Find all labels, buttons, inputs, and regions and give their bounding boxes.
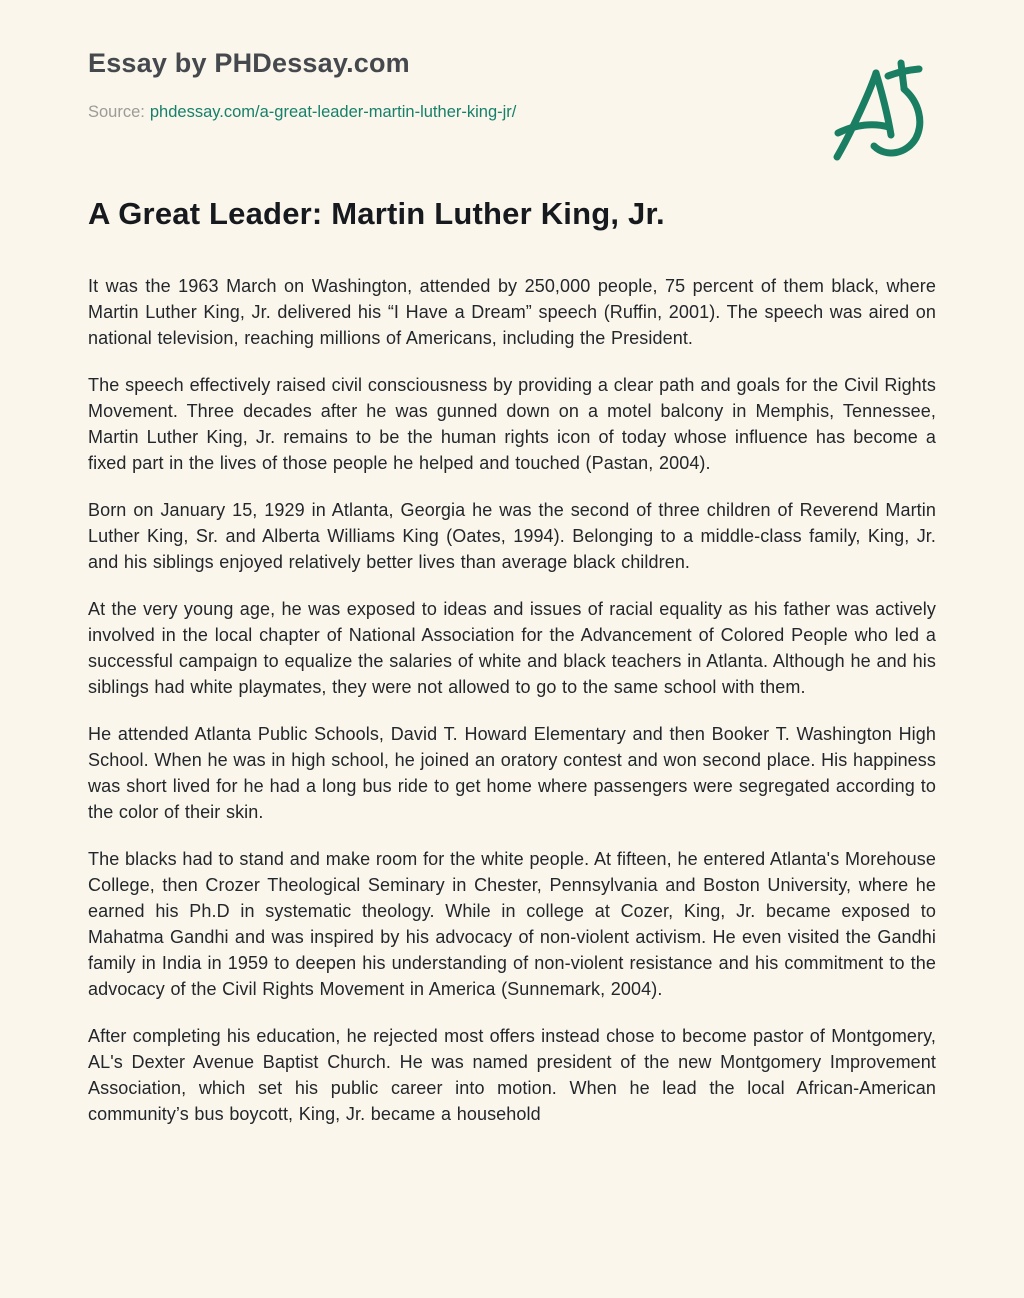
essay-title: A Great Leader: Martin Luther King, Jr. — [88, 196, 665, 231]
essay-paragraph-4: At the very young age, he was exposed to ideas and issues of racial equality as his father was actively involved in the local chapter of National Association for the Advancement of Colored People who led a successful campaign to equalize the salaries of white and black teachers in Atlanta. Although he and his siblings had white playmates, they were not allowed to go to the same school with them. — [88, 599, 936, 697]
essay-paragraph-6: The blacks had to stand and make room for the white people. At fifteen, he entered Atlanta's Morehouse College, then Crozer Theological Seminary in Chester, Pennsylvania and Boston University, where he earned his Ph.D in systematic theology. While in college at Cozer, King, Jr. became exposed to Mahatma Gandhi and was inspired by his advocacy of non-violent activism. He even visited the Gandhi family in India in 1959 to deepen his understanding of non-violent resistance and his commitment to the advocacy of the Civil Rights Movement in America (Sunnemark, 2004). — [88, 849, 936, 999]
essay-paragraph-2: The speech effectively raised civil consciousness by providing a clear path and goals for the Civil Rights Movement. Three decades after he was gunned down on a motel balcony in Memphis, Tennessee, Martin Luther King, Jr. remains to be the human rights icon of today whose influence has become a fixed part in the lives of those people he helped and touched (Pastan, 2004). — [88, 375, 936, 473]
essay-paragraph-7: After completing his education, he rejected most offers instead chose to become pastor of Montgomery, AL's Dexter Avenue Baptist Church. He was named president of the new Montgomery Improvement Association, which set his public career into motion. When he lead the local African-American community’s bus boycott, King, Jr. became a household — [88, 1026, 936, 1124]
source-label: Source: — [88, 103, 145, 121]
essay-content — [88, 196, 936, 1127]
source-link[interactable]: phdessay.com/a-great-leader-martin-luther-king-jr/ — [149, 103, 517, 121]
page-header — [88, 48, 936, 122]
source-line — [88, 103, 936, 122]
phdessay-a-plus-logo-icon — [830, 56, 930, 168]
essay-paragraph-1: It was the 1963 March on Washington, attended by 250,000 people, 75 percent of them black, where Martin Luther King, Jr. delivered his “I Have a Dream” speech (Ruffin, 2001). The speech was aired on national television, reaching millions of Americans, including the President. — [88, 276, 936, 348]
essay-paragraph-3: Born on January 15, 1929 in Atlanta, Georgia he was the second of three children of Reverend Martin Luther King, Sr. and Alberta Williams King (Oates, 1994). Belonging to a middle-class family, King, Jr. and his siblings enjoyed relatively better lives than average black children. — [88, 500, 936, 572]
site-title: Essay by PHDessay.com — [88, 48, 410, 78]
essay-paragraph-5: He attended Atlanta Public Schools, David T. Howard Elementary and then Booker T. Washington High School. When he was in high school, he joined an oratory contest and won second place. His happiness was short lived for he had a long bus ride to get home where passengers were segregated according to the color of their skin. — [88, 724, 936, 822]
